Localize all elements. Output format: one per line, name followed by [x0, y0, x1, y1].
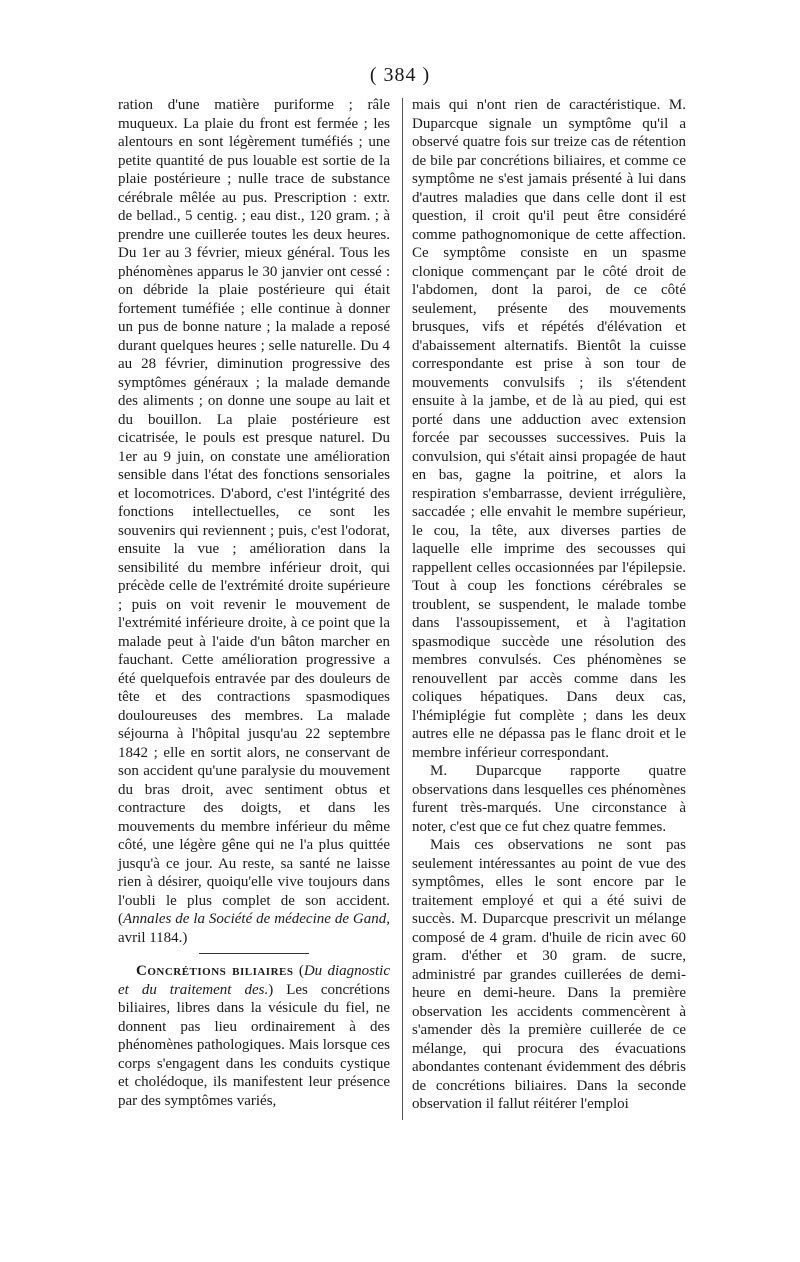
left-paragraph-2: [118, 962, 390, 1110]
heading-paren-open: (: [293, 963, 304, 979]
section-heading: Concrétions biliaires: [136, 963, 294, 979]
right-column: [412, 96, 686, 1114]
citation-title: Annales de la Société de médecine de Gand,: [123, 911, 390, 927]
citation-date: avril 1184.): [118, 929, 188, 946]
right-paragraph-2: M. Duparcque rapporte quatre observations dans lesquelles ces phénomènes furent très-marqués. Une circonstance à noter, c'est que ce fut chez quatre femmes.: [412, 763, 686, 835]
section-rule: [199, 953, 309, 954]
observation-text: ration d'une matière puriforme ; râle muqueux. La plaie du front est fermée ; les alentours en sont légèrement tuméfiés ; une petite quantité de pus louable est sortie de la plaie postérieure ; nulle trace de substance cérébrale mêlée au pus. Prescription : extr. de bellad., 5 centig. ; eau dist., 120 gram. ; à prendre une cuillerée toutes les deux heures. Du 1er au 3 février, mieux général. Tous les phénomènes apparus le 30 janvier ont cessé : on débride la plaie postérieure qui était fortement tuméfiée ; elle continue à donner un pus de bonne nature ; la malade a reposé durant quelques heures ; selle naturelle. Du 4 au 28 février, diminution progressive des symptômes généraux ; la malade demande des aliments ; on donne une soupe au lait et du bouillon. La plaie postérieure est cicatrisée, le pouls est presque naturel. Du 1er au 9 juin, on constate une amélioration sensible dans l'état des fonctions sensoriales et locomotrices. D'abord, c'est l'intégrité des fonctions intellectuelles, ce sont les souvenirs qui reviennent ; puis, c'est l'odorat, ensuite la vue ; amélioration dans la sensibilité du membre inférieur droit, qui précède celle de l'extrémité droite supérieure ; puis on voit revenir le mouvement de l'extrémité inférieure droite, à ce point que la malade peut à l'aide d'un bâton marcher en fauchant. Cette amélioration progressive a été quelquefois entravée par des douleurs de tête et des contractions spasmodiques douloureuses des membres. La malade séjourna à l'hôpital jusqu'au 22 septembre 1842 ; elle en sortit alors, ne conservant de son accident qu'une paralysie du mouvement du bras droit, avec sentiment obtus et contracture des doigts, et dans les mouvements du membre inférieur du même côté, une légère gêne qui ne l'a plus quittée jusqu'à ce jour. Au reste, sa santé ne laisse rien à désirer, quoiqu'elle vive toujours dans l'oubli le plus complet de son accident. (: [118, 97, 390, 927]
heading-paren-close: ): [268, 981, 274, 998]
right-paragraph-3: Mais ces observations ne sont pas seulement intéressantes au point de vue des symptômes, elles le sont encore par le traitement employé et qui a été suivi de succès. M. Duparcque prescrivit un mélange composé de 4 gram. d'huile de ricin avec 60 gram. d'éther et 30 gram. de sucre, administré par grandes cuillerées de demi-heure en demi-heure. Dans la première observation les accidents commencèrent à s'amender dès la première cuillerée de ce mélange, qui procura des évacuations abondantes contenant évidemment des débris de concrétions biliaires. Dans la seconde observation il fallut réitérer l'emploi: [412, 837, 686, 1112]
left-paragraph-1: [118, 96, 390, 947]
section-intro-text: Les concrétions biliaires, libres dans la vésicule du fiel, ne donnent pas lieu ordinairement à des phénomènes pathologiques. Mais lorsque ces corps s'engagent dans les conduits cystique et cholédoque, ils manifestent leur présence par des symptômes variés,: [118, 981, 390, 1109]
right-paragraph-1: mais qui n'ont rien de caractéristique. M. Duparcque signale un symptôme qu'il a observé quatre fois sur treize cas de rétention de bile par concrétions biliaires, et comme ce symptôme ne s'est jamais présenté à lui dans d'autres maladies que dans celle dont il est question, il croit qu'il peut être considéré comme pathognomonique de cette affection. Ce symptôme consiste en un spasme clonique commençant par le côté droit de l'abdomen, dont la paroi, de ce côté seulement, présente des mouvements brusques, vifs et répétés d'élévation et d'abaissement alternatifs. Bientôt la cuisse correspondante est prise à son tour de mouvements convulsifs ; ils s'étendent ensuite à la jambe, et de là au pied, qui est porté dans une adduction avec extension forcée par secousses successives. Puis la convulsion, qui s'était ainsi propagée de haut en bas, gagne la poitrine, et alors la respiration s'embarrasse, devient irrégulière, saccadée ; elle envahit le membre supérieur, le cou, la tête, aux diverses parties de laquelle elle imprime des secousses qui rappellent celles occasionnées par l'épilepsie. Tout à coup les fonctions cérébrales se troublent, se suspendent, le malade tombe dans l'assoupissement, et à l'agitation spasmodique succède une résolution des membres convulsés. Ces phénomènes se renouvellent par accès comme dans les coliques hépatiques. Dans deux cas, l'hémiplégie fut complète ; dans les deux autres elle ne dépassa pas le flanc droit et le membre inférieur correspondant.: [412, 97, 686, 761]
section-subtitle: Du diagnostic et du traitement des.: [118, 963, 390, 998]
page-number: ( 384 ): [369, 64, 431, 86]
column-divider: [402, 98, 403, 1120]
left-column: [118, 96, 390, 1110]
